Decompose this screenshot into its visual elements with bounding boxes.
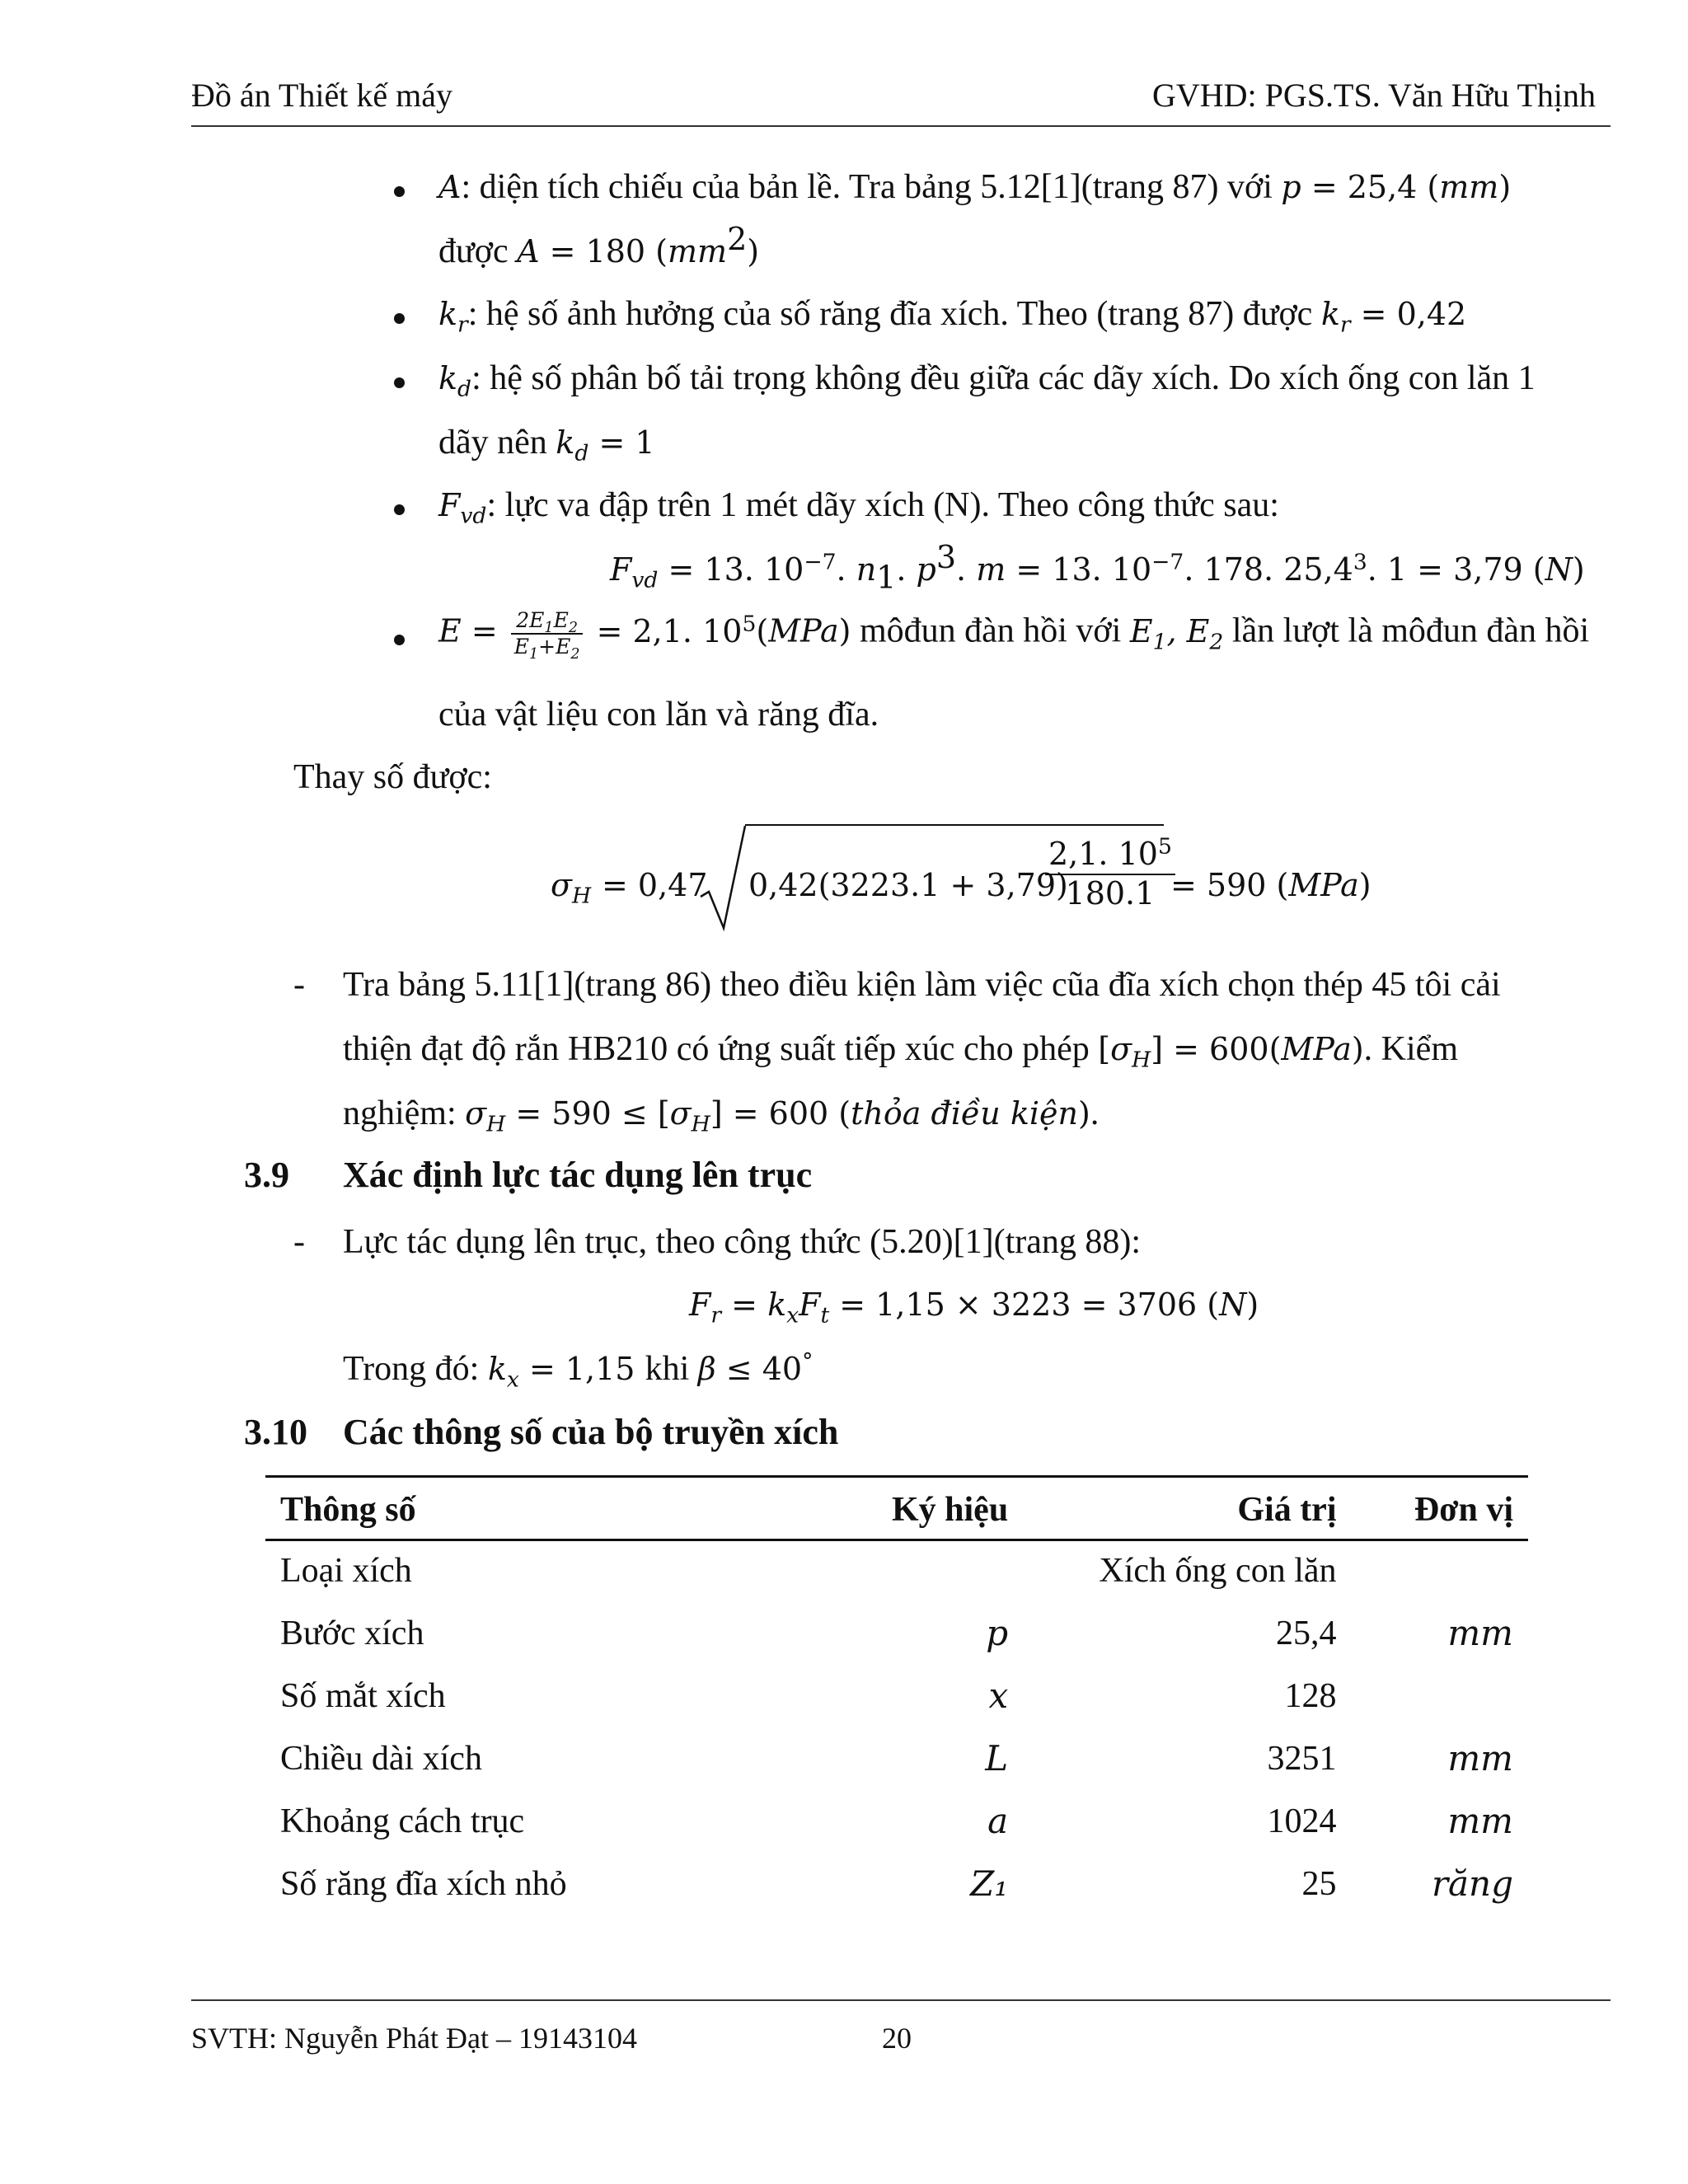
cell-value: 25 [1301, 1864, 1337, 1903]
bullet-dot [394, 377, 405, 388]
bullet-dot [394, 635, 405, 645]
substitution-intro: Thay số được: [293, 758, 492, 796]
check-line2: thiện đạt độ rắn HB210 có ứng suất tiếp xúc cho phép $[\sigma_H] = 600(MPa)$. Kiểm [343, 1030, 1458, 1073]
bullet-e-line2: của vật liệu con lăn và răng đĩa. [438, 696, 879, 733]
header-right: GVHD: PGS.TS. Văn Hữu Thịnh [1151, 77, 1596, 114]
table-row [265, 1729, 1528, 1792]
cell-symbol: p [986, 1612, 1009, 1653]
cell-symbol: x [988, 1675, 1009, 1716]
cell-unit: mm [1447, 1612, 1513, 1653]
bullet-area-line1: A: diện tích chiếu của bản lề. Tra bảng 5.12[1](trang 87) với p = 25,4 (mm) [438, 168, 1512, 206]
cell-name: Loại xích [280, 1551, 412, 1590]
cell-symbol: L [985, 1737, 1009, 1779]
section-39-text: Lực tác dụng lên trục, theo công thức (5.20)[1](trang 88): [343, 1223, 1142, 1261]
bullet-e-line1: E = $\frac{2E_1E_2}{E_1+E_2}$ = 2,1. $10^5(MPa)$ môđun đàn hồi với $E_1$, $E_2$ lần lượt là môđun đàn hồi [438, 608, 1590, 663]
dash: - [293, 1223, 305, 1261]
symbol-A: A [438, 169, 462, 205]
check-line3-end: . [1090, 1094, 1100, 1132]
footer-rule [191, 1999, 1611, 2001]
check-line1: Tra bảng 5.11[1](trang 86) theo điều kiện làm việc cũa đĩa xích chọn thép 45 tôi cải [343, 966, 1501, 1004]
section-39-title: Xác định lực tác dụng lên trục [343, 1155, 813, 1195]
table-header-row [265, 1477, 1528, 1540]
cell-name: Số mắt xích [280, 1676, 446, 1715]
cell-name: Khoảng cách trục [280, 1802, 525, 1840]
fvd-formula: $F_{vd} = 13$. $10^{-7}$. $n_1$. $p^3$. m = 13. $10^{-7}$. 178. 25,4$^3$. 1 = 3,79 (N) [610, 539, 1585, 596]
cell-value: 128 [1284, 1676, 1337, 1715]
kd-formula: $k_d$ [556, 424, 589, 466]
section-310-title: Các thông số của bộ truyền xích [343, 1412, 839, 1452]
cell-symbol: Z₁ [970, 1863, 1009, 1904]
section-39-note: Trong đó: $k_x = 1,15$ khi β ≤ 40° [343, 1348, 814, 1393]
bullet-e-text: môđun đàn hồi với [851, 612, 1130, 650]
section-39-number: 3.9 [244, 1155, 289, 1195]
check-line2-end: . Kiểm [1363, 1030, 1458, 1068]
cell-value: 3251 [1267, 1739, 1337, 1778]
bullet-area-line2: được A = 180 $(mm^2)$ [438, 221, 760, 270]
dash: - [293, 966, 305, 1004]
bullet-fvd-text: : lực va đập trên 1 mét dãy xích (N). Theo công thức sau: [486, 486, 1279, 524]
bullet-e-text2: lần lượt là môđun đàn hồi [1223, 612, 1590, 650]
header-symbol: Ký hiệu [891, 1491, 1009, 1529]
cell-unit: mm [1447, 1737, 1513, 1779]
pitch-formula: p [1281, 169, 1301, 205]
cell-symbol: a [987, 1800, 1009, 1841]
symbol-fvd: $F_{vd}$ [438, 487, 487, 529]
header-left: Đồ án Thiết kế máy [191, 77, 452, 114]
cell-value: 25,4 [1276, 1614, 1337, 1652]
e1-e2-symbols: $E_1$, $E_2$ [1129, 612, 1224, 655]
bullet-area-text: : diện tích chiếu của bản lề. Tra bảng 5.12[1](trang 87) với [461, 168, 1282, 206]
cell-unit: mm [1447, 1800, 1513, 1841]
cell-value: 1024 [1267, 1802, 1337, 1840]
cell-symbol [745, 1540, 1023, 1605]
kr-formula: $k_r$ [1320, 296, 1351, 338]
bullet-kd-line1 [438, 358, 1536, 402]
bullet-kd-text: : hệ số phân bố tải trọng không đều giữa các dãy xích. Do xích ống con lăn 1 [471, 359, 1536, 397]
fr-formula: $F_r = k_xF_t = 1,15 \times 3223 = 3706$ (N) [689, 1286, 1259, 1329]
table-row [265, 1854, 1528, 1917]
table-row [265, 1792, 1528, 1854]
bullet-dot [394, 504, 405, 515]
bullet-kd-text2: dãy nên [438, 424, 556, 462]
header-value: Giá trị [1237, 1491, 1337, 1529]
bullet-kd-line2: dãy nên $k_d = 1$ [438, 424, 655, 466]
area-formula: A [517, 233, 540, 269]
bullet-fvd-line [438, 485, 1279, 529]
cell-name: Chiều dài xích [280, 1739, 482, 1778]
cell-unit: răng [1431, 1863, 1513, 1904]
section-310-number: 3.10 [244, 1412, 307, 1452]
bullet-dot [394, 313, 405, 324]
symbol-E: E [438, 612, 462, 649]
table-row [265, 1666, 1528, 1729]
cell-name: Số răng đĩa xích nhỏ [280, 1864, 567, 1903]
header-rule [191, 125, 1611, 127]
page-number: 20 [882, 2022, 912, 2055]
check-line2-text: thiện đạt độ rắn HB210 có ứng suất tiếp xúc cho phép [343, 1030, 1099, 1068]
bullet-kr-text: : hệ số ảnh hưởng của số răng đĩa xích. Theo (trang 87) được [467, 295, 1321, 333]
symbol-kr: $k_r$ [438, 296, 468, 338]
section-39-note-text: Trong đó: [343, 1350, 488, 1388]
header-parameter: Thông số [280, 1491, 416, 1529]
bullet-dot [394, 186, 405, 197]
bullet-area-text2: được [438, 232, 518, 270]
cell-value: Xích ống con lăn [1099, 1551, 1337, 1590]
footer-left: SVTH: Nguyễn Phát Đạt – 19143104 [191, 2022, 637, 2055]
header-unit: Đơn vị [1414, 1491, 1513, 1529]
check-line3-text: nghiệm: [343, 1094, 466, 1132]
cell-unit [1352, 1540, 1529, 1605]
check-line3: nghiệm: $\sigma_H = 590 \le [\sigma_H] = 600$ (thỏa điều kiện). [343, 1094, 1100, 1137]
sqrt-sign [699, 824, 748, 931]
cell-unit [1352, 1666, 1529, 1729]
parameters-table [265, 1475, 1528, 1917]
table-row [265, 1540, 1528, 1605]
e-fraction: $\frac{2E_1E_2}{E_1+E_2}$ [511, 608, 584, 659]
symbol-kd: $k_d$ [438, 360, 472, 402]
bullet-kr-line: $k_r$: hệ số ảnh hưởng của số răng đĩa xích. Theo (trang 87) được $k_r = 0,42$ [438, 295, 1467, 338]
table-row [265, 1604, 1528, 1666]
cell-name: Bước xích [280, 1614, 424, 1652]
